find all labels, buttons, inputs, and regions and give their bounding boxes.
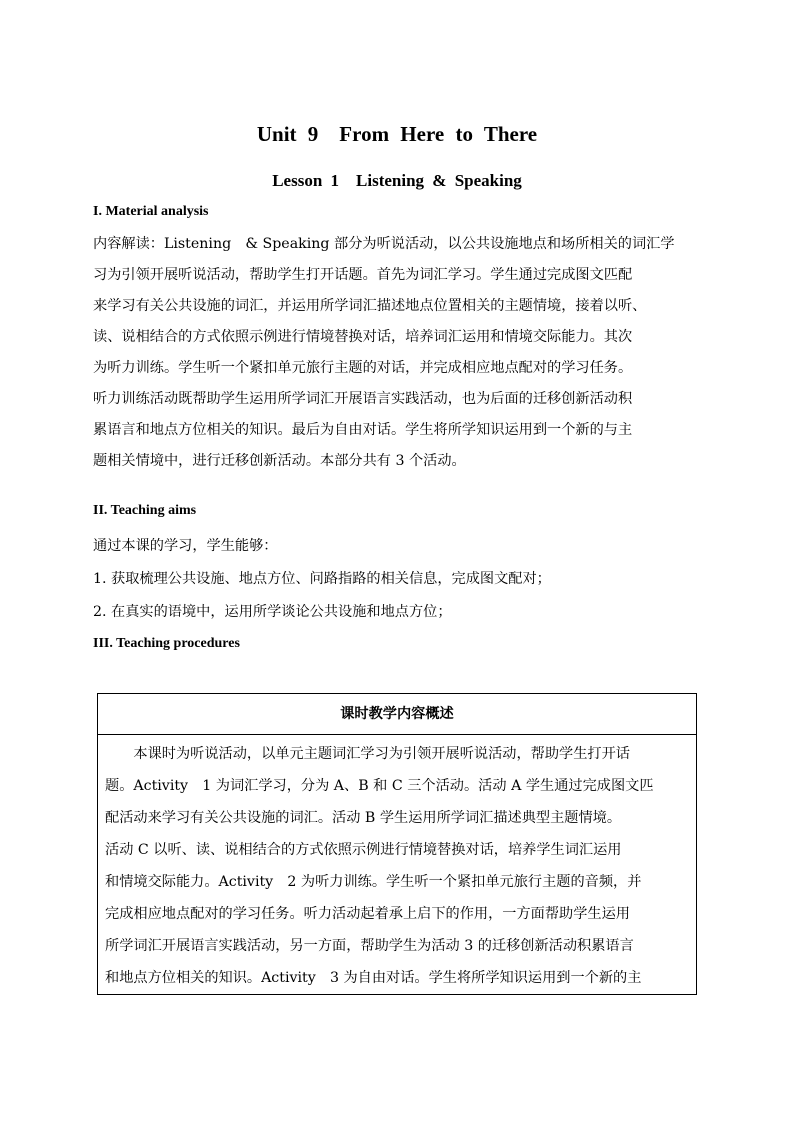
content-overview-table — [97, 693, 697, 995]
paragraph-line: 累语言和地点方位相关的知识。最后为自由对话。学生将所学知识运用到一个新的与主 — [93, 422, 633, 438]
section-heading-teaching-aims: II. Teaching aims — [93, 503, 197, 518]
paragraph-line: 读、说相结合的方式依照示例进行情境替换对话，培养词汇运用和情境交际能力。其次 — [93, 329, 633, 345]
lesson-title: Lesson 1 Listening & Speaking — [272, 171, 522, 190]
table-line: 完成相应地点配对的学习任务。听力活动起着承上启下的作用，一方面帮助学生运用 — [105, 906, 630, 922]
teaching-aim-item: 2. 在真实的语境中，运用所学谈论公共设施和地点方位； — [93, 604, 452, 620]
table-line: 本课时为听说活动，以单元主题词汇学习为引领开展听说活动，帮助学生打开话 — [105, 746, 630, 762]
teaching-aim-item: 1. 获取梳理公共设施、地点方位、问路指路的相关信息，完成图文配对； — [93, 571, 551, 587]
paragraph-line: 听力训练活动既帮助学生运用所学词汇开展语言实践活动，也为后面的迁移创新活动积 — [93, 391, 633, 407]
paragraph-line: 题相关情境中，进行迁移创新活动。本部分共有 3 个活动。 — [93, 453, 466, 469]
section-heading-teaching-procedures: III. Teaching procedures — [93, 636, 240, 651]
section-heading-material-analysis: I. Material analysis — [93, 204, 209, 219]
table-line: 题。Activity 1 为词汇学习，分为 A、B 和 C 三个活动。活动 A 学生通过完成图文匹 — [105, 778, 654, 794]
table-line: 所学词汇开展语言实践活动，另一方面，帮助学生为活动 3 的迁移创新活动积累语言 — [105, 938, 634, 954]
table-line: 配活动来学习有关公共设施的词汇。活动 B 学生运用所学词汇描述典型主题情境。 — [105, 810, 622, 826]
table-body — [98, 735, 696, 994]
paragraph-line: 为听力训练。学生听一个紧扣单元旅行主题的对话，并完成相应地点配对的学习任务。 — [93, 360, 633, 376]
table-line: 活动 C 以听、读、说相结合的方式依照示例进行情境替换对话，培养学生词汇运用 — [105, 842, 622, 858]
teaching-aims-intro: 通过本课的学习，学生能够： — [93, 538, 278, 554]
table-header: 课时教学内容概述 — [98, 694, 696, 735]
paragraph-line: 来学习有关公共设施的词汇，并运用所学词汇描述地点位置相关的主题情境，接着以听、 — [93, 298, 647, 314]
paragraph-line: 内容解读：Listening & Speaking 部分为听说活动，以公共设施地点和场所相关的词汇学 — [93, 236, 675, 252]
table-line: 和地点方位相关的知识。Activity 3 为自由对话。学生将所学知识运用到一个新的主 — [105, 970, 642, 986]
unit-title: Unit 9 From Here to There — [256, 122, 538, 146]
material-analysis-paragraph — [93, 229, 703, 477]
table-line: 和情境交际能力。Activity 2 为听力训练。学生听一个紧扣单元旅行主题的音频，并 — [105, 874, 642, 890]
paragraph-line: 习为引领开展听说活动，帮助学生打开话题。首先为词汇学习。学生通过完成图文匹配 — [93, 267, 633, 283]
